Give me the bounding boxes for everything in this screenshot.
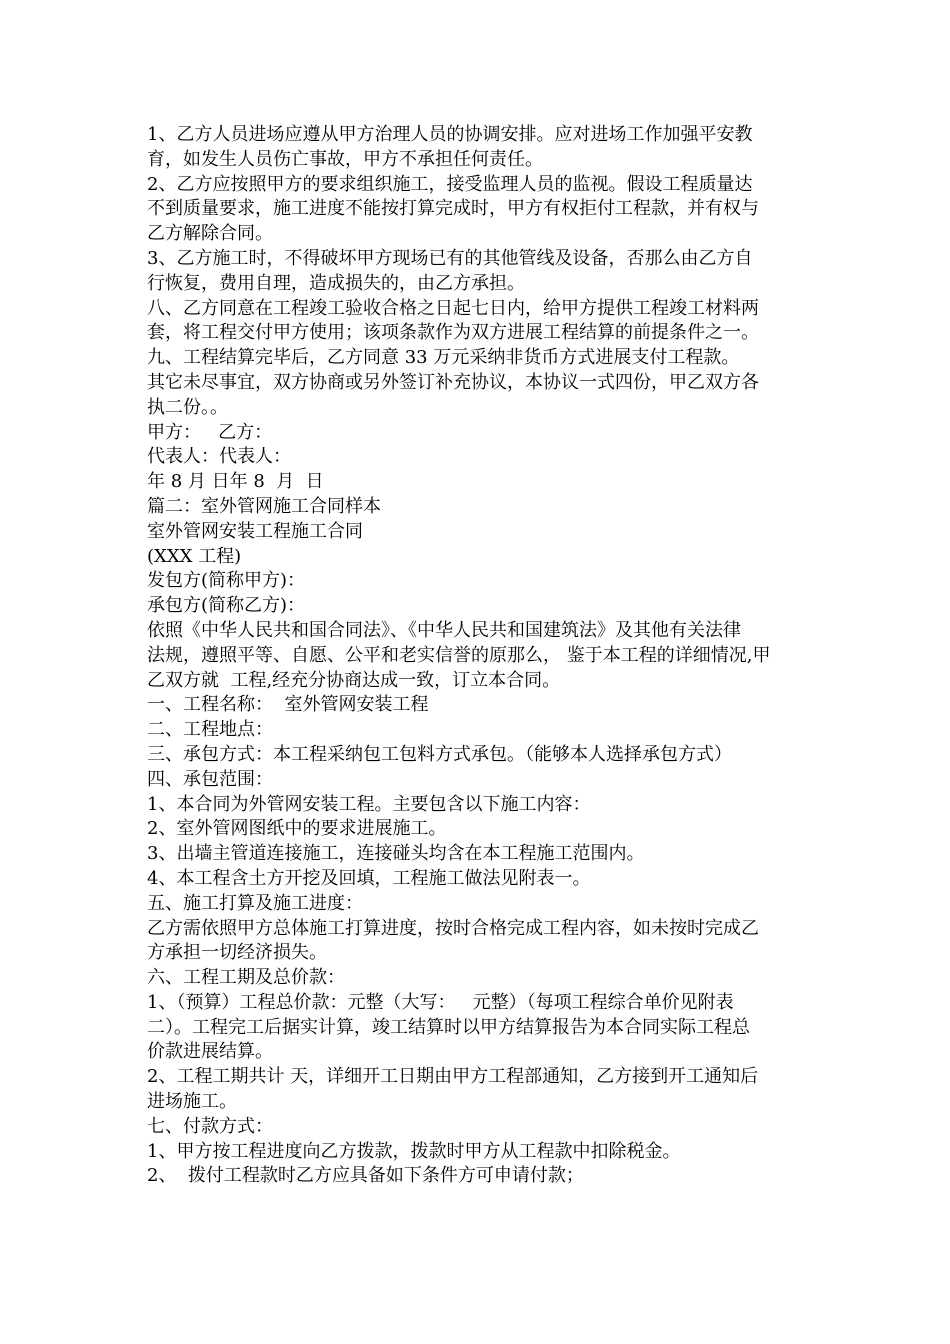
text-line: 行恢复，费用自理，造成损失的，由乙方承担。 <box>147 272 525 294</box>
text-line: 年 8 月 日年 8 月 日 <box>147 471 324 493</box>
text-line: 乙双方就 工程,经充分协商达成一致，订立本合同。 <box>147 669 561 691</box>
text-line: 篇二：室外管网施工合同样本 <box>147 495 381 517</box>
text-line: 2、工程工期共计 天，详细开工日期由甲方工程部通知，乙方接到开工通知后 <box>147 1066 759 1088</box>
text-line: 甲方： 乙方： <box>147 421 273 443</box>
text-line: 代表人：代表人： <box>147 446 291 468</box>
text-line: 1、乙方人员进场应遵从甲方治理人员的协调安排。应对进场工作加强平安教 <box>147 124 753 145</box>
text-line: 套，将工程交付甲方使用；该项条款作为双方进展工程结算的前提条件之一。 <box>147 322 759 344</box>
text-line: 育，如发生人员伤亡事故，甲方不承担任何责任。 <box>147 148 543 170</box>
text-line: 2、室外管网图纸中的要求进展施工。 <box>147 818 447 840</box>
text-line: 价款进展结算。 <box>147 1041 273 1063</box>
text-line: 二）。工程完工后据实计算，竣工结算时以甲方结算报告为本合同实际工程总 <box>147 1016 750 1038</box>
text-line: 承包方(简称乙方)： <box>147 595 306 617</box>
text-line: 九、工程结算完毕后，乙方同意 33 万元采纳非货币方式进展支付工程款。 <box>147 347 740 369</box>
text-line: 其它未尽事宜，双方协商或另外签订补充协议，本协议一式四份，甲乙双方各 <box>147 371 759 393</box>
text-line: 乙方解除合同。 <box>147 223 273 245</box>
document-body <box>147 123 827 1189</box>
text-line: 乙方需依照甲方总体施工打算进度，按时合格完成工程内容，如未按时完成乙 <box>147 917 759 939</box>
text-line: (XXX 工程) <box>147 545 242 567</box>
text-line: 3、乙方施工时，不得破坏甲方现场已有的其他管线及设备，否那么由乙方自 <box>147 247 753 269</box>
text-line: 1、本合同为外管网安装工程。主要包含以下施工内容： <box>147 793 591 815</box>
text-line: 二、工程地点： <box>147 719 273 741</box>
text-line: 1、（预算）工程总价款：元整（大写： 元整）（每项工程综合单价见附表 <box>147 991 734 1013</box>
text-line: 法规，遵照平等、自愿、公平和老实信誉的原那么， 鉴于本工程的详细情况,甲 <box>147 644 771 666</box>
text-line: 1、甲方按工程进度向乙方拨款，拨款时甲方从工程款中扣除税金。 <box>147 1140 681 1162</box>
text-line: 4、本工程含土方开挖及回填，工程施工做法见附表一。 <box>147 867 591 889</box>
text-line: 方承担一切经济损失。 <box>147 942 327 964</box>
text-line: 依照《中华人民共和国合同法》、《中华人民共和国建筑法》及其他有关法律 <box>147 619 741 641</box>
text-line: 发包方(简称甲方)： <box>147 570 306 592</box>
text-line: 五、施工打算及施工进度： <box>147 892 363 914</box>
text-line: 七、付款方式： <box>147 1115 273 1137</box>
text-line: 进场施工。 <box>147 1091 237 1113</box>
text-line: 执二份。。 <box>147 396 228 418</box>
text-line: 八、乙方同意在工程竣工验收合格之日起七日内，给甲方提供工程竣工材料两 <box>147 297 759 319</box>
text-line: 2、乙方应按照甲方的要求组织施工，接受监理人员的监视。假设工程质量达 <box>147 173 753 195</box>
text-line: 不到质量要求，施工进度不能按打算完成时，甲方有权拒付工程款，并有权与 <box>147 198 759 220</box>
text-line: 一、工程名称： 室外管网安装工程 <box>147 694 429 716</box>
text-line: 四、承包范围： <box>147 768 273 790</box>
text-line: 三、承包方式：本工程采纳包工包料方式承包。（能够本人选择承包方式） <box>147 743 732 765</box>
text-line: 室外管网安装工程施工合同 <box>147 520 363 542</box>
text-line: 3、出墙主管道连接施工，连接碰头均含在本工程施工范围内。 <box>147 843 645 865</box>
text-line: 六、工程工期及总价款： <box>147 967 345 989</box>
text-line: 2、 拨付工程款时乙方应具备如下条件方可申请付款； <box>147 1165 584 1187</box>
